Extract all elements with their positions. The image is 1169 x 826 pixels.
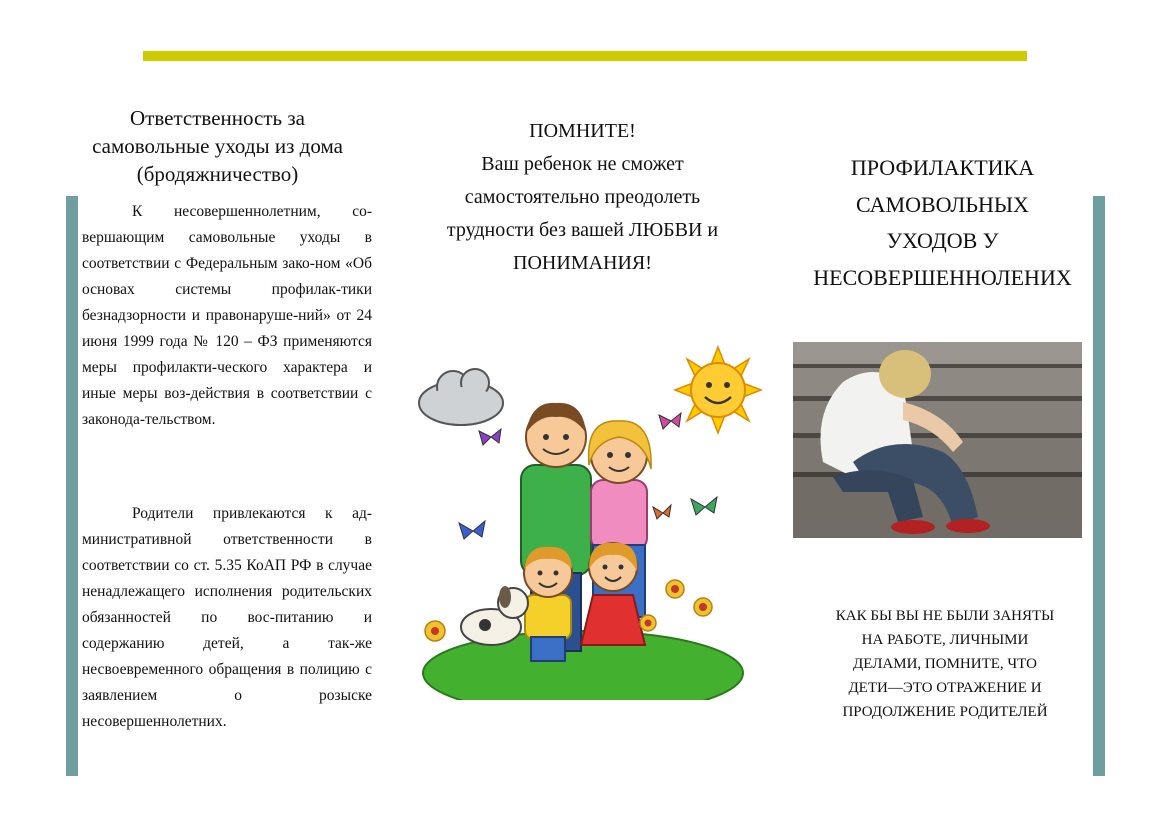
cloud-icon [419,369,503,425]
closing-note: КАК БЫ ВЫ НЕ БЫЛИ ЗАНЯТЫ НА РАБОТЕ, ЛИЧНЫМИ ДЕЛАМИ, ПОМНИТЕ, ЧТО ДЕТИ—ЭТО ОТРАЖЕНИЕ И ПРОДОЛЖЕНИЕ РОДИТЕЛЕЙ [835,608,1055,720]
left-side-bar [66,196,78,776]
remember-message: ПОМНИТЕ! Ваш ребенок не сможет самостоятельно преодолеть трудности без вашей ЛЮБВИ и ПОНИМАНИЯ! [446,120,719,274]
paragraph-parents-responsibility: Родители привлекаются к ад-министративной ответственности в соответствии со ст. 5.35 КоАП РФ в случае ненадлежащего исполнения родительских обязанностей по вос-питанию и содержанию детей, а так-же несвоевременного обращения в полицию с заявлением о розыске несовершеннолетних. [82,505,372,730]
family-illustration [413,345,763,700]
boy-figure [524,547,572,661]
left-heading: Ответственность за самовольные уходы из дома (бродяжничество) [92,106,343,186]
sad-teen-photo [793,342,1082,538]
sun-icon [675,347,761,433]
top-accent-bar [143,51,1027,61]
brochure-title: ПРОФИЛАКТИКА САМОВОЛЬНЫХ УХОДОВ У НЕСОВЕРШЕННОЛЕНИХ [813,155,1072,290]
paragraph-minors-measures: К несовершеннолетним, со-вершающим самовольные уходы в соответствии с Федеральным зако-ном «Об основах системы профилак-тики безнадзорности и правонаруше-ний» от 24 июня 1999 года № 120 – ФЗ применяются меры профилакти-ческого характера и иные меры воз-действия в соответствии с законода-тельством. [82,203,372,428]
dog-icon [461,586,528,645]
